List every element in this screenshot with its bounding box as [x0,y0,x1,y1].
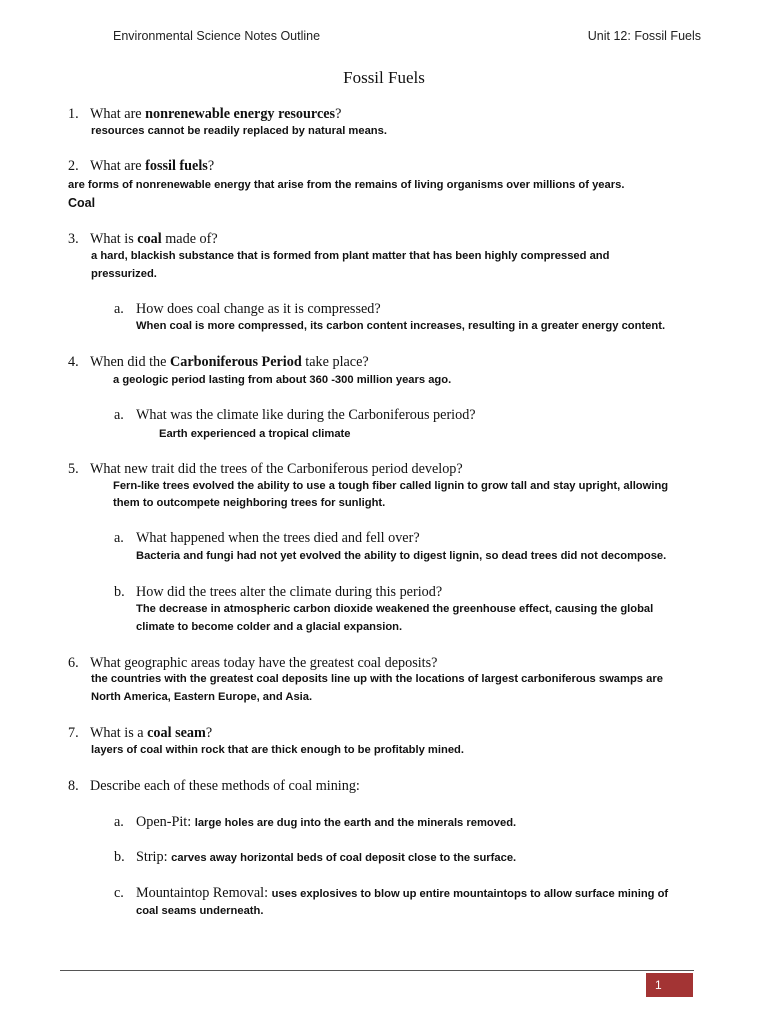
sub-letter: a. [114,814,124,830]
question-5b [114,584,443,601]
method-label: Open-Pit: [136,814,192,830]
answer-1: resources cannot be readily replaced by natural means. [91,125,387,137]
answer-6-line-1: the countries with the greatest coal deposits line up with the locations of largest carboniferous swamps are [91,673,663,685]
answer-3-line-2: pressurized. [91,268,157,280]
sub-letter: b. [114,584,125,600]
answer-8a: large holes are dug into the earth and the minerals removed. [194,817,517,829]
question-8 [68,778,360,795]
answer-7: layers of coal within rock that are thick enough to be profitably mined. [91,744,464,756]
answer-5b-line-2: climate to become colder and a glacial expansion. [136,621,403,633]
answer-8b: carves away horizontal beds of coal deposit close to the surface. [171,852,517,864]
question-text: What geographic areas today have the greatest coal deposits? [90,655,438,671]
question-number: 2. [68,158,79,174]
question-text: When did the [90,354,170,370]
section-heading-coal: Coal [68,196,96,210]
question-text: What is a [90,725,148,741]
question-punct: ? [205,725,213,741]
answer-5-line-1: Fern-like trees evolved the ability to use a tough fiber called lignin to grow tall and stay upright, allowing [113,480,669,492]
question-text: made of? [161,231,218,247]
question-3 [68,231,218,248]
header-right: Unit 12: Fossil Fuels [587,29,701,43]
method-label: Strip: [136,849,168,865]
page-number: 1 [655,978,662,992]
question-text: Describe each of these methods of coal mining: [90,778,360,794]
question-number: 4. [68,354,79,370]
question-8a [114,814,517,831]
question-term: fossil fuels [145,158,208,174]
question-2 [68,158,215,175]
sub-question-text: How does coal change as it is compressed? [136,301,381,317]
method-label: Mountaintop Removal: [136,885,269,901]
question-punct: ? [335,106,342,122]
question-6 [68,655,438,672]
question-3a [114,301,381,318]
sub-letter: a. [114,530,124,546]
question-term: nonrenewable energy resources [145,106,336,122]
question-number: 3. [68,231,79,247]
question-number: 7. [68,725,79,741]
answer-3-line-1: a hard, blackish substance that is formed from plant matter that has been highly compressed and [91,250,610,262]
answer-3a: When coal is more compressed, its carbon content increases, resulting in a greater energy content. [136,320,666,332]
question-number: 1. [68,106,79,122]
sub-letter: b. [114,849,125,865]
sub-question-text: How did the trees alter the climate during this period? [136,584,443,600]
answer-2: are forms of nonrenewable energy that arise from the remains of living organisms over millions of years. [68,179,625,191]
sub-letter: a. [114,407,124,423]
sub-letter: c. [114,885,124,901]
sub-question-text: What was the climate like during the Carboniferous period? [136,407,476,423]
answer-4: a geologic period lasting from about 360 -300 million years ago. [113,374,452,386]
question-7 [68,725,213,742]
question-number: 5. [68,461,79,477]
question-term: coal [137,231,162,247]
answer-5a: Bacteria and fungi had not yet evolved the ability to digest lignin, so dead trees did not decompose. [136,550,667,562]
question-term: coal seam [147,725,206,741]
answer-4a: Earth experienced a tropical climate [159,428,351,440]
question-number: 8. [68,778,79,794]
answer-6-line-2: North America, Eastern Europe, and Asia. [91,691,313,703]
sub-question-text: What happened when the trees died and fell over? [136,530,420,546]
question-text: What are [90,106,146,122]
question-punct: ? [207,158,215,174]
question-1 [68,106,342,123]
sub-letter: a. [114,301,124,317]
question-8b [114,849,517,866]
page-number-badge [646,973,693,997]
question-number: 6. [68,655,79,671]
answer-8c-line-2: coal seams underneath. [136,905,264,917]
question-4a [114,407,476,424]
question-text: take place? [301,354,369,370]
question-text: What are [90,158,146,174]
question-text: What is [90,231,138,247]
question-5 [68,461,463,478]
answer-8c-line-1: uses explosives to blow up entire mountaintops to allow surface mining of [271,888,669,900]
answer-5b-line-1: The decrease in atmospheric carbon dioxide weakened the greenhouse effect, causing the global [136,603,654,615]
question-term: Carboniferous Period [169,354,302,370]
header-left: Environmental Science Notes Outline [113,29,321,43]
question-8c [114,885,669,902]
page-title: Fossil Fuels [343,68,425,87]
question-text: What new trait did the trees of the Carboniferous period develop? [90,461,463,477]
footer-rule [60,970,694,971]
answer-5-line-2: them to outcompete neighboring trees for sunlight. [113,497,386,509]
question-5a [114,530,420,547]
question-4 [68,354,369,371]
